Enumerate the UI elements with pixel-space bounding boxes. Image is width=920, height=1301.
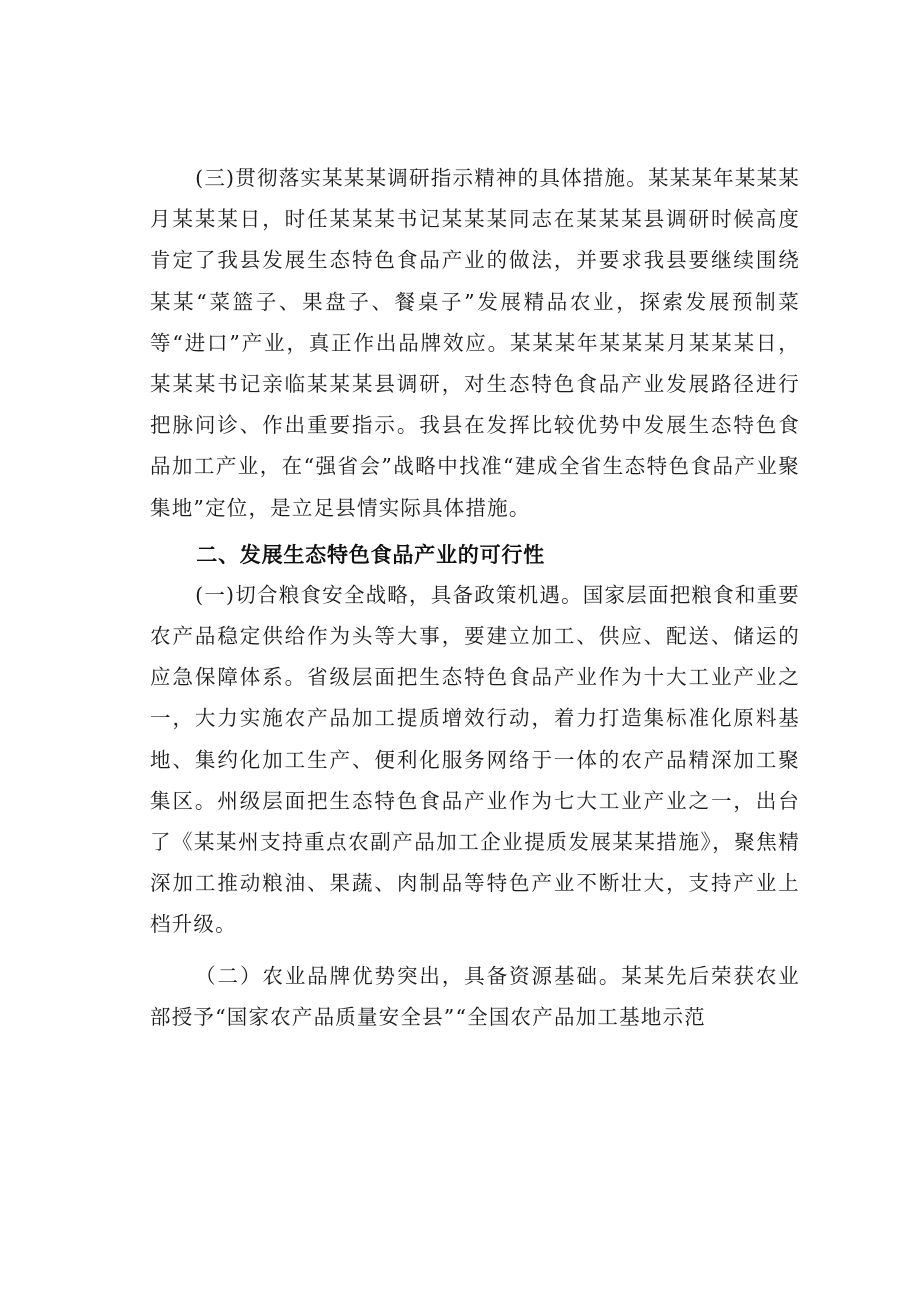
paragraph-brand-advantage: （二）农业品牌优势突出，具备资源基础。某某先后荣获农业部授予“国家农产品质量安全县”“全国农产品加工基地示范 <box>150 963 800 1029</box>
document-body <box>150 158 800 1038</box>
paragraph-implementation-measures: (三)贯彻落实某某某调研指示精神的具体措施。某某某年某某某月某某某日，时任某某某书记某某某同志在某某某县调研时候高度肯定了我县发展生态特色食品产业的做法，并要求我县要继续围绕某某“菜篮子、果盘子、餐桌子”发展精品农业，探索发展预制菜等“进口”产业，真正作出品牌效应。某某某年某某某月某某某日，某某某书记亲临某某某县调研，对生态特色食品产业发展路径进行把脉问诊、作出重要指示。我县在发挥比较优势中发展生态特色食品加工产业，在“强省会”战略中找准“建成全省生态特色食品产业聚集地”定位，是立足县情实际具体措施。 <box>150 166 800 520</box>
section-heading-feasibility: 二、发展生态特色食品产业的可行性 <box>196 542 545 567</box>
paragraph-food-security-policy: (一)切合粮食安全战略，具备政策机遇。国家层面把粮食和重要农产品稳定供给作为头等大事，要建立加工、供应、配送、储运的应急保障体系。省级层面把生态特色食品产业作为十大工业产业之一，大力实施农产品加工提质增效行动，着力打造集标准化原料基地、集约化加工生产、便利化服务网络于一体的农产品精深加工聚集区。州级层面把生态特色食品产业作为七大工业产业之一，出台了《某某州支持重点农副产品加工企业提质发展某某措施》，聚焦精深加工推动粮油、果蔬、肉制品等特色产业不断壮大，支持产业上档升级。 <box>150 582 800 937</box>
